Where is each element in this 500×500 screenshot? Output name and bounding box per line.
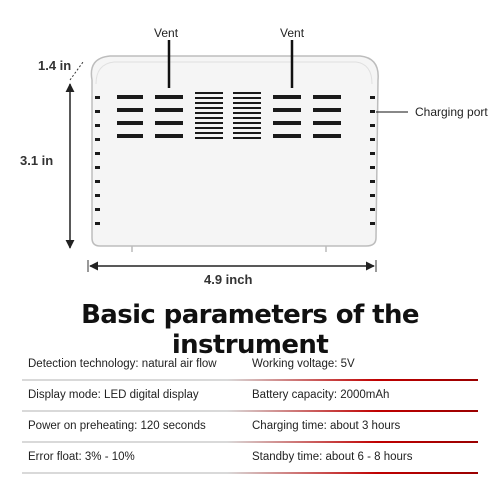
parameter-right: Standby time: about 6 - 8 hours [252, 451, 413, 463]
parameter-row [22, 414, 478, 443]
parameter-left: Display mode: LED digital display [28, 389, 199, 401]
device-body [91, 56, 378, 246]
parameter-row [22, 383, 478, 412]
section-title: Basic parameters of the instrument [81, 300, 419, 360]
vent-label-left: Vent [154, 26, 179, 40]
vent-label-right: Vent [280, 26, 305, 40]
parameter-row [22, 352, 478, 381]
depth-dimension-line [70, 62, 83, 80]
height-label: 3.1 in [20, 153, 54, 168]
parameter-right: Charging time: about 3 hours [252, 420, 401, 432]
parameter-left: Power on preheating: 120 seconds [28, 420, 206, 432]
row-divider [22, 379, 478, 381]
parameters-table [22, 352, 478, 476]
depth-label: 1.4 in [38, 58, 72, 73]
row-divider [22, 410, 478, 412]
parameter-row [22, 445, 478, 474]
charging-port-label: Charging port [415, 105, 488, 119]
row-divider [22, 472, 478, 474]
parameter-right: Working voltage: 5V [252, 358, 355, 370]
width-label: 4.9 inch [204, 272, 253, 287]
parameter-right: Battery capacity: 2000mAh [252, 389, 390, 401]
parameter-left: Error float: 3% - 10% [28, 451, 135, 463]
parameter-left: Detection technology: natural air flow [28, 358, 217, 370]
row-divider [22, 441, 478, 443]
